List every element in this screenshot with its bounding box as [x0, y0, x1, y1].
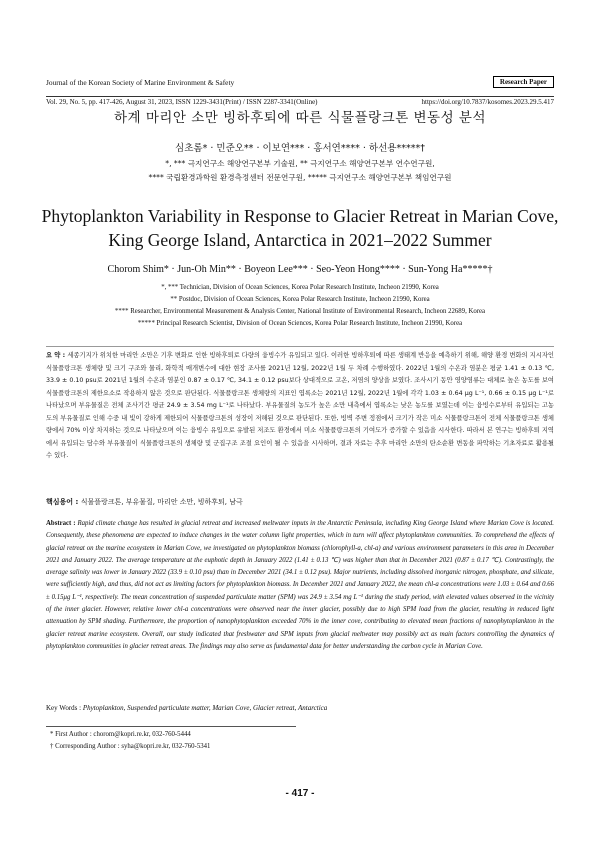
english-affiliation-4: ***** Principal Research Scientist, Division of Ocean Sciences, Korea Polar Research Institute, Incheon 21990, Korea	[137, 320, 463, 327]
page-number: - 417 -	[285, 788, 315, 799]
corresponding-author-footnote: † Corresponding Author : syha@kopri.re.kr, 032-760-5341	[50, 743, 211, 750]
english-title-line-1: Phytoplankton Variability in Response to Glacier Retreat in Marian Cove,	[41, 206, 559, 226]
korean-abstract-lead: 요 약 :	[46, 352, 68, 359]
journal-name: Journal of the Korean Society of Marine Environment & Safety	[46, 78, 235, 87]
research-paper-badge: Research Paper	[493, 76, 554, 88]
english-abstract-text: Rapid climate change has resulted in glacial retreat and increased meltwater inputs in the Antarctic Peninsula, including King George Island where Marian Cove is located. Consequently, these phenomena are expected to induce changes in the water column light properties, which in turn will affect phytoplankton communities. To comprehend the effects of glacial retreat on the marine ecosystem in Marian Cove, we investigated on phytoplankton biomass (chlorophyll-a, chl-a) and various environment parameters in this area in December 2021 and January 2022. The average temperature at the euphotic depth in January 2022 (1.41 ± 0.13 ℃) was higher than that in December 2021 (0.87 ± 0.17 ℃). Contrastingly, the average salinity was lower in January 2022 (33.9 ± 0.10 psu) than in December 2021 (34.1 ± 0.12 psu). Major nutrients, including dissolved inorganic nitrogen, phosphate, and silicate, were sufficiently high, and thus, did not act as limiting factors for phytoplankton biomass. In December 2021 and January 2022, the mean chl-a concentrations were 1.03 ± 0.64 and 0.66 ± 0.15μg L⁻¹, respectively. The mean concentration of suspended particulate matter (SPM) was 24.9 ± 3.54 mg L⁻¹ during the study period, with elevated values observed in the vicinity of the inner glacier. However, relative lower chl-a concentrations were observed near the inner glacier, possibly due to high SPM load from the glacier, resulting in reduced light attenuation by SPM shading. Furthermore, the proportion of nanophytoplankton exceeded 70% in the inner cove, contributing to elevated mean fractions of nanophytoplankton in the glacier retreat marine ecosystem. Overall, our study indicated that freshwater and SPM inputs from glacial meltwater may possibly act as main factors controlling the dynamics of phytoplankton communities in glacier retreat areas. The findings may also serve as fundamental data for better understanding the carbon cycle in Marian Cove.	[46, 520, 554, 650]
english-authors: Chorom Shim* · Jun-Oh Min** · Boyeon Lee*** · Seo-Yeon Hong**** · Sun-Yong Ha*****†	[107, 264, 493, 275]
volume-line: Vol. 29, No. 5, pp. 417-426, August 31, 2023, ISSN 1229-3431(Print) / ISSN 2287-3341(Online)	[46, 98, 318, 106]
english-keywords-label: Key Words :	[46, 704, 83, 712]
english-title-line-2: King George Island, Antarctica in 2021–2022 Summer	[108, 230, 492, 250]
korean-keywords-label: 핵심용어 :	[46, 498, 81, 506]
korean-abstract	[46, 350, 554, 485]
header-rule	[46, 96, 554, 97]
section-divider	[46, 346, 554, 347]
korean-keywords-value: 식물플랑크톤, 부유물질, 마리안 소만, 빙하후퇴, 남극	[80, 498, 243, 506]
korean-title: 하계 마리안 소만 빙하후퇴에 따른 식물플랑크톤 변동성 분석	[113, 110, 487, 126]
english-keywords	[46, 704, 327, 712]
english-abstract	[46, 518, 554, 703]
doi-link[interactable]: https://doi.org/10.7837/kosomes.2023.29.5.417	[421, 98, 554, 106]
english-affiliation-3: **** Researcher, Environmental Measurement & Analysis Center, National Institute of Environmental Research, Incheon 22689, Korea	[114, 308, 486, 315]
footnote-rule	[46, 726, 296, 727]
korean-authors: 심초롬* · 민준오** · 이보연*** · 홍서연**** · 하선용*****†	[175, 143, 425, 154]
english-abstract-lead: Abstract :	[46, 520, 78, 527]
english-affiliation-1: *, *** Technician, Division of Ocean Sciences, Korea Polar Research Institute, Incheon 21990, Korea	[161, 284, 439, 291]
english-affiliation-2: ** Postdoc, Division of Ocean Sciences, Korea Polar Research Institute, Incheon 21990, Korea	[170, 296, 430, 303]
first-author-footnote: * First Author : chorom@kopri.re.kr, 032-760-5444	[50, 731, 191, 738]
english-keywords-value: Phytoplankton, Suspended particulate matter, Marian Cove, Glacier retreat, Antarctica	[82, 704, 328, 712]
korean-keywords	[46, 497, 243, 507]
korean-affiliation-1: *, *** 극지연구소 해양연구본부 기술원, ** 극지연구소 해양연구본부 연수연구원,	[165, 159, 435, 168]
korean-affiliation-2: **** 국립환경과학원 환경측정센터 전문연구원, ***** 극지연구소 해양연구본부 책임연구원	[148, 173, 452, 182]
korean-abstract-text: 세종기지가 위치한 마리안 소만은 기후 변화로 인한 빙하후퇴로 다량의 융빙수가 유입되고 있다. 이러한 빙하후퇴에 따른 생태계 반응을 예측하기 위해, 해양 환경 변화의 지시자인 식물플랑크톤 생체량 및 크기 구조와 물리, 화학적 매개변수에 대한 현장 조사를 2021년 12월, 2022년 1월 두 차례 수행하였다. 2022년 1월의 수온과 염분은 평균 1.41 ± 0.13 ℃, 33.9 ± 0.10 psu로 2021년 1월의 수온과 염분인 0.87 ± 0.17 ℃, 34.1 ± 0.12 psu보다 상대적으로 고온, 저염의 양상을 보였다. 조사시기 동안 영양염류는 대체로 높은 농도를 보여 식물플랑크톤의 제한요소로 작용하지 않은 것으로 판단된다. 식물플랑크톤 생체량의 지표인 엽록소는 2021년 12월, 2022년 1월에 각각 1.03 ± 0.64 μg L⁻¹, 0.66 ± 0.15 μg L⁻¹로 나타났으며 부유물질은 전체 조사기간 평균 24.9 ± 3.54 mg L⁻¹로 나타났다. 부유물질의 농도가 높은 소만 내측에서 엽록소는 낮은 농도를 보였는데 이는 융빙수로부터 유입되는 고농도의 부유물질로 인해 수중 내 빛이 강하게 제한되어 식물플랑크톤의 성장이 저해된 것으로 판단된다. 또한, 빙벽 주변 정점에서 크기가 작은 미소 식물플랑크톤이 전체 식물플랑크톤 생체량에서 70% 이상 차지하는 것으로 나타났으며 이는 융빙수 유입으로 유발된 저조도 환경에서 미소 식물플랑크톤의 기여도가 증가할 수 있음을 시사한다. 따라서 본 연구는 빙하후퇴 지역에서 유입되는 담수와 부유물질이 식물플랑크톤의 생체량 및 군집구조 조절 요인이 될 수 있음을 시사하며, 결과 자료는 추후 마리안 소만의 탄소순환 변동을 파악하는 기초자료로 활용될 수 있다.	[46, 352, 555, 459]
